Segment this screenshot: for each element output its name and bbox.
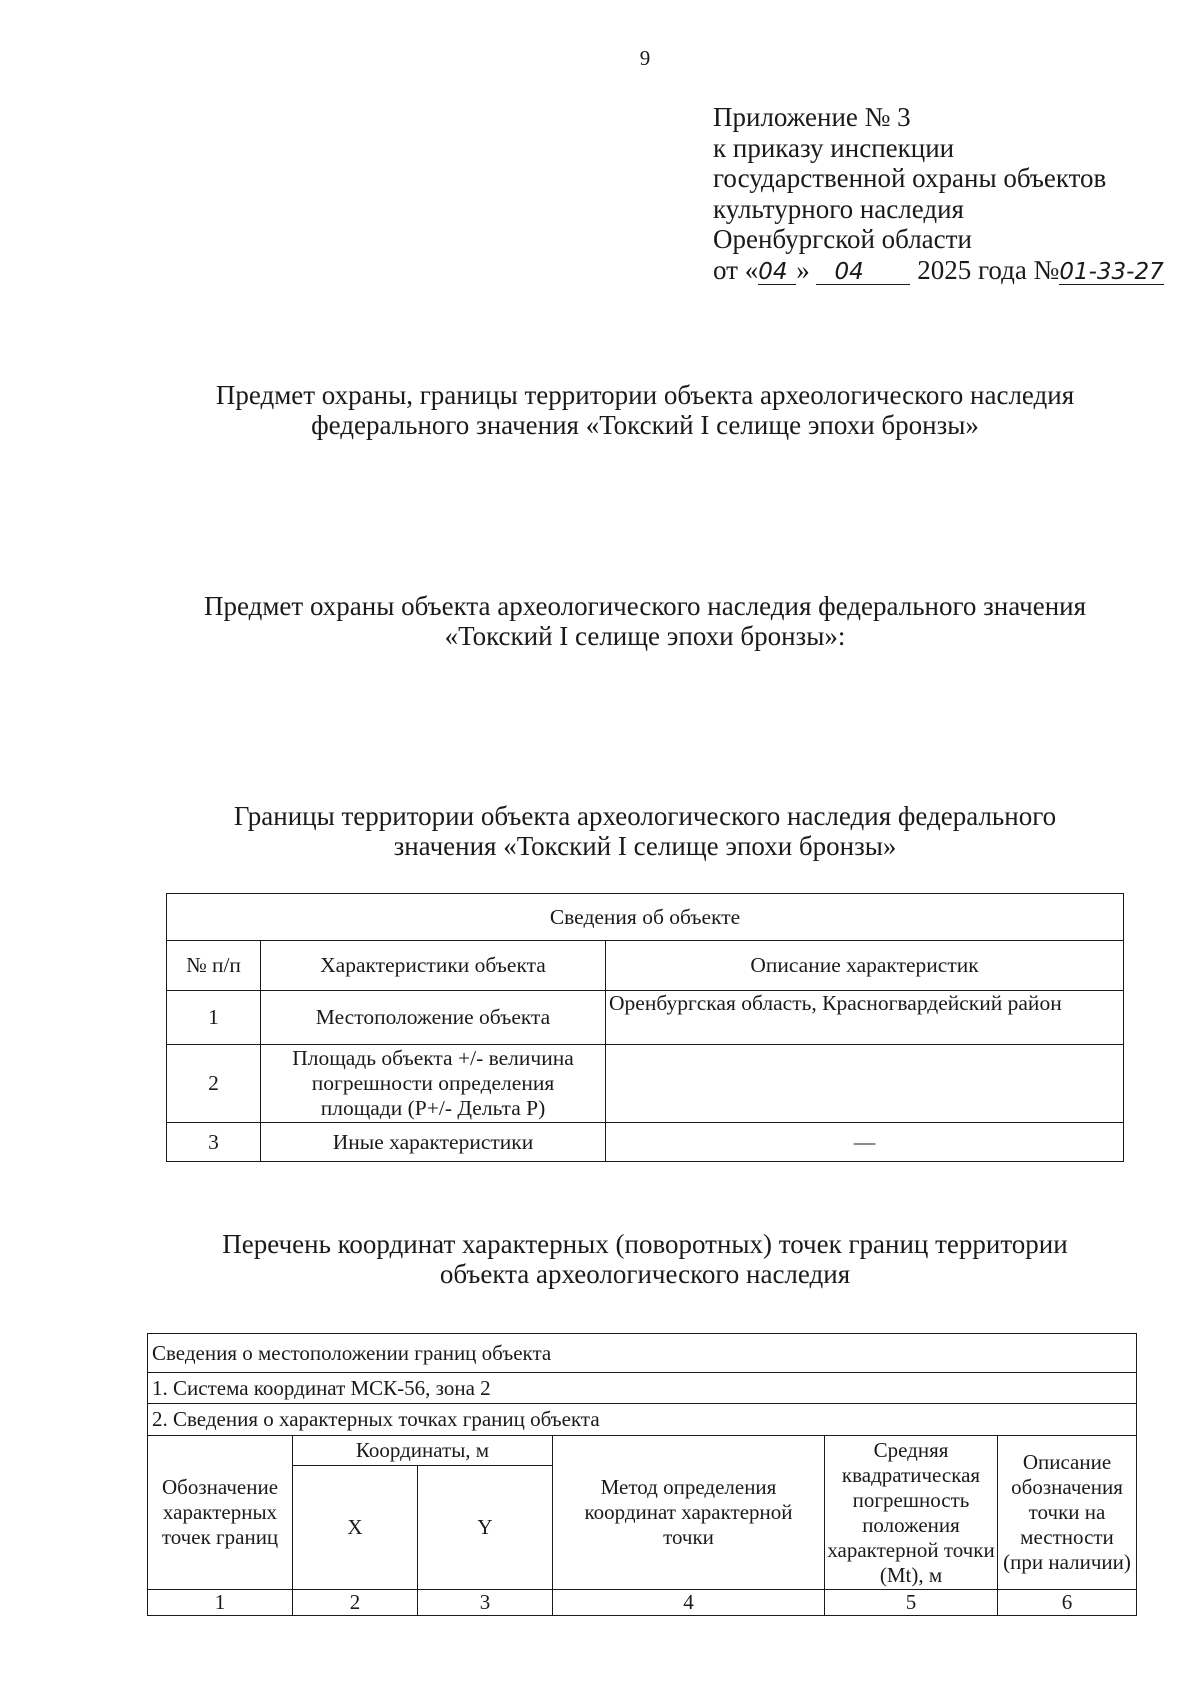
table-row xyxy=(167,991,1124,1045)
heading-line: Предмет охраны, границы территории объекта археологического наследия xyxy=(215,380,1075,410)
handwritten-order-number: 01-33-27 xyxy=(1059,258,1164,285)
column-header-error: Средняя квадратическая погрешность положения характерной точки (Mt), м xyxy=(825,1436,998,1590)
row-value xyxy=(606,1045,1124,1123)
column-header-coordinates: Координаты, м xyxy=(293,1436,553,1466)
row-characteristic: Иные характеристики xyxy=(261,1123,606,1162)
column-header: № п/п xyxy=(167,941,261,991)
column-number: 4 xyxy=(553,1590,825,1616)
column-number: 6 xyxy=(998,1590,1137,1616)
table-row xyxy=(167,1045,1124,1123)
row-characteristic: Площадь объекта +/- величина погрешности определения площади (P+/- Дельта P) xyxy=(261,1045,606,1123)
date-prefix: от « xyxy=(713,254,759,285)
column-header-y: Y xyxy=(418,1466,553,1590)
coordinates-table xyxy=(147,1333,1137,1616)
date-mid: » xyxy=(796,254,810,285)
object-info-table xyxy=(166,893,1124,1162)
appendix-line: к приказу инспекции xyxy=(713,132,955,163)
handwritten-month: 04 xyxy=(816,260,910,285)
appendix-line: Приложение № 3 xyxy=(713,102,911,132)
borders-heading xyxy=(150,801,1140,861)
coordinates-heading xyxy=(150,1229,1140,1289)
column-header: Описание характеристик xyxy=(606,941,1124,991)
year-text: 2025 года № xyxy=(917,254,1060,285)
order-date-line xyxy=(713,255,1164,286)
appendix-line: культурного наследия xyxy=(713,193,964,224)
column-number: 3 xyxy=(418,1590,553,1616)
table-section-row: 1. Система координат МСК-56, зона 2 xyxy=(148,1373,1137,1404)
row-number: 2 xyxy=(167,1045,261,1123)
column-header-x: X xyxy=(293,1466,418,1590)
document-title xyxy=(150,380,1140,440)
appendix-block xyxy=(713,102,1164,285)
heading-line: Предмет охраны объекта археологического наследия федерального значения xyxy=(203,591,1087,621)
table-section-row: Сведения о местоположении границ объекта xyxy=(148,1334,1137,1373)
row-characteristic: Местоположение объекта xyxy=(261,991,606,1045)
column-number: 5 xyxy=(825,1590,998,1616)
column-number: 1 xyxy=(148,1590,293,1616)
heading-line: федерального значения «Токский I селище эпохи бронзы» xyxy=(311,410,979,440)
column-header-description: Описание обозначения точки на местности (при наличии) xyxy=(998,1436,1137,1590)
heading-line: Границы территории объекта археологического наследия федерального xyxy=(233,801,1057,831)
appendix-line: Оренбургской области xyxy=(713,224,972,254)
table-row xyxy=(167,1123,1124,1162)
heading-line: объекта археологического наследия xyxy=(439,1259,851,1289)
row-number: 1 xyxy=(167,991,261,1045)
column-header: Характеристики объекта xyxy=(261,941,606,991)
heading-line: «Токский I селище эпохи бронзы»: xyxy=(444,621,846,651)
page-number: 9 xyxy=(639,46,651,70)
heading-line: значения «Токский I селище эпохи бронзы» xyxy=(393,831,897,861)
table-caption: Сведения об объекте xyxy=(167,894,1124,941)
subject-heading xyxy=(150,591,1140,651)
column-header-designation: Обозначение характерных точек границ xyxy=(148,1436,293,1590)
table-section-row: 2. Сведения о характерных точках границ объекта xyxy=(148,1404,1137,1436)
row-value: Оренбургская область, Красногвардейский район xyxy=(606,991,1124,1045)
heading-line: Перечень координат характерных (поворотных) точек границ территории xyxy=(222,1229,1068,1259)
appendix-line: государственной охраны объектов xyxy=(713,163,1107,193)
row-value: — xyxy=(606,1123,1124,1162)
row-number: 3 xyxy=(167,1123,261,1162)
column-header-method: Метод определения координат характерной точки xyxy=(553,1436,825,1590)
column-number: 2 xyxy=(293,1590,418,1616)
handwritten-day: 04 xyxy=(758,260,796,285)
